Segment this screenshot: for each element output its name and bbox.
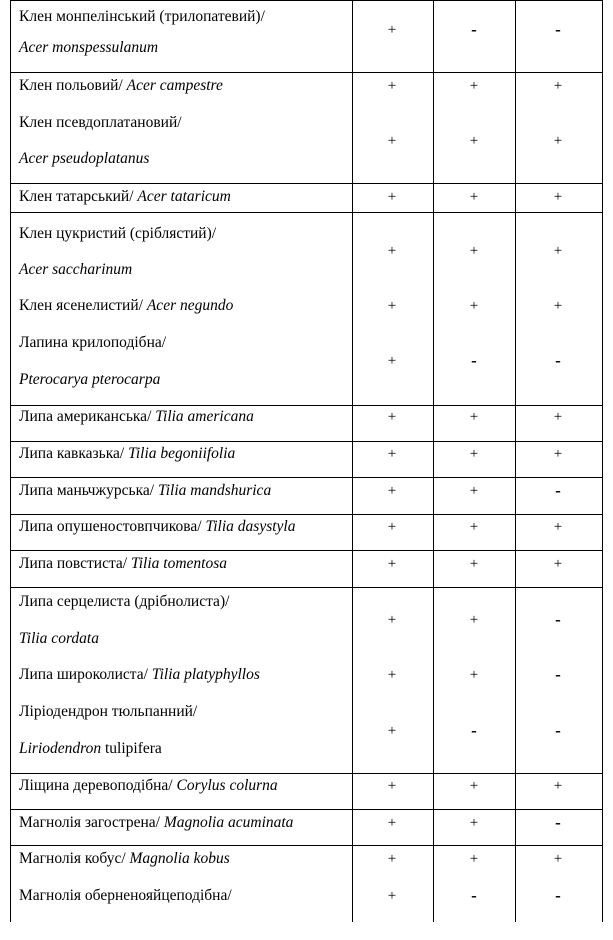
- species-name-line: [19, 39, 158, 57]
- latin-name: Tilia mandshurica: [157, 482, 272, 499]
- presence-mark-col-1: +: [387, 446, 397, 462]
- presence-mark-col-1: +: [387, 243, 397, 259]
- presence-mark-col-1: +: [387, 519, 397, 535]
- row-divider: [10, 587, 603, 588]
- presence-mark-col-3: -: [555, 813, 561, 832]
- presence-mark-col-3: -: [555, 351, 561, 370]
- table-border-right: [602, 0, 603, 922]
- species-name-line: [19, 334, 166, 352]
- presence-mark-col-1: +: [387, 612, 397, 628]
- presence-mark-col-3: +: [553, 519, 563, 535]
- presence-mark-col-2: +: [469, 243, 479, 259]
- column-divider-3: [515, 0, 516, 922]
- row-divider: [10, 845, 603, 846]
- presence-mark-col-1: +: [387, 298, 397, 314]
- species-name-line: [19, 887, 232, 905]
- species-name-line: [19, 8, 265, 26]
- species-name-line: [19, 630, 99, 648]
- row-divider: [10, 212, 603, 213]
- latin-name: Tilia cordata: [19, 630, 99, 647]
- presence-mark-col-1: +: [387, 667, 397, 683]
- common-name: Липа кавказька/: [19, 445, 129, 462]
- latin-name: Acer tataricum: [137, 188, 231, 205]
- presence-mark-col-1: +: [387, 353, 397, 369]
- species-name-line: [19, 225, 216, 243]
- row-divider: [10, 477, 603, 478]
- presence-mark-col-2: +: [469, 298, 479, 314]
- presence-mark-col-1: +: [387, 851, 397, 867]
- species-name-line: [19, 150, 149, 168]
- latin-name: Tilia tomentosa: [130, 555, 228, 572]
- presence-mark-col-2: +: [469, 851, 479, 867]
- row-divider: [10, 183, 603, 184]
- presence-mark-col-2: +: [469, 778, 479, 794]
- species-name-line: [19, 850, 230, 868]
- presence-mark-col-3: -: [555, 665, 561, 684]
- presence-mark-col-2: -: [471, 886, 477, 905]
- presence-mark-col-1: +: [387, 815, 397, 831]
- row-divider: [10, 809, 603, 810]
- species-name-line: [19, 77, 223, 95]
- presence-mark-col-3: +: [553, 298, 563, 314]
- presence-mark-col-3: +: [553, 189, 563, 205]
- presence-mark-col-3: +: [553, 851, 563, 867]
- presence-mark-col-1: +: [387, 723, 397, 739]
- row-divider: [10, 405, 603, 406]
- common-name: Клен монпелінський (трилопатевий)/: [19, 8, 265, 25]
- latin-name: Pterocarya pterocarpa: [19, 371, 161, 388]
- latin-name: Acer saccharinum: [19, 261, 133, 278]
- species-name-line: [19, 482, 271, 500]
- presence-mark-col-1: +: [387, 133, 397, 149]
- latin-name: Magnolia kobus: [129, 850, 230, 867]
- common-name: Клен польовий/: [19, 77, 127, 94]
- presence-mark-col-2: +: [469, 519, 479, 535]
- species-name-line: [19, 703, 197, 721]
- latin-name: Tilia dasystyla: [205, 518, 296, 535]
- presence-mark-col-1: +: [387, 483, 397, 499]
- presence-mark-col-2: +: [469, 78, 479, 94]
- presence-mark-col-3: +: [553, 78, 563, 94]
- presence-mark-col-1: +: [387, 22, 397, 38]
- latin-name: Corylus colurna: [176, 777, 278, 794]
- common-name: Ліріодендрон тюльпанний/: [19, 703, 198, 720]
- common-name: Клен псевдоплатановий/: [19, 114, 182, 131]
- species-name-line: [19, 666, 260, 684]
- latin-name: Tilia begoniifolia: [128, 445, 236, 462]
- presence-mark-col-2: +: [469, 556, 479, 572]
- presence-mark-col-1: +: [387, 778, 397, 794]
- presence-mark-col-2: -: [471, 351, 477, 370]
- common-name: Липа опушеностовпчикова/: [19, 518, 206, 535]
- presence-mark-col-2: +: [469, 667, 479, 683]
- common-name: Липа повстиста/: [19, 555, 131, 572]
- common-name: Магнолія кобус/: [19, 850, 130, 867]
- common-name: Ліщина деревоподібна/: [19, 777, 177, 794]
- presence-mark-col-2: +: [469, 446, 479, 462]
- species-name-line: [19, 814, 293, 832]
- species-name-line: [19, 445, 235, 463]
- common-name: Липа широколиста/: [19, 666, 152, 683]
- presence-mark-col-2: +: [469, 612, 479, 628]
- common-name: Магнолія оберненояйцеподібна/: [19, 887, 232, 904]
- presence-mark-col-3: +: [553, 778, 563, 794]
- common-name: Клен ясенелистий/: [19, 297, 147, 314]
- species-table: [10, 0, 603, 922]
- presence-mark-col-1: +: [387, 556, 397, 572]
- latin-name: Liriodendron: [19, 740, 102, 757]
- latin-name: Acer pseudoplatanus: [19, 150, 150, 167]
- latin-name: Tilia platyphyllos: [151, 666, 260, 683]
- species-name-line: [19, 777, 278, 795]
- latin-name-tail: tulipifera: [101, 740, 162, 757]
- presence-mark-col-3: +: [553, 133, 563, 149]
- latin-name: Tilia americana: [155, 408, 254, 425]
- presence-mark-col-3: +: [553, 446, 563, 462]
- presence-mark-col-2: +: [469, 189, 479, 205]
- row-divider: [10, 514, 603, 515]
- presence-mark-col-1: +: [387, 409, 397, 425]
- presence-mark-col-3: -: [555, 721, 561, 740]
- presence-mark-col-1: +: [387, 888, 397, 904]
- species-name-line: [19, 297, 233, 315]
- column-divider-2: [433, 0, 434, 922]
- table-border-left: [10, 0, 11, 922]
- species-name-line: [19, 593, 229, 611]
- latin-name: Acer monspessulanum: [19, 39, 159, 56]
- row-divider: [10, 773, 603, 774]
- presence-mark-col-2: +: [469, 409, 479, 425]
- species-name-line: [19, 371, 160, 389]
- presence-mark-col-2: +: [469, 483, 479, 499]
- presence-mark-col-2: -: [471, 721, 477, 740]
- row-divider: [10, 0, 603, 1]
- row-divider: [10, 72, 603, 73]
- common-name: Липа маньчжурська/: [19, 482, 158, 499]
- latin-name: Acer campestre: [126, 77, 223, 94]
- common-name: Липа американська/: [19, 408, 156, 425]
- species-name-line: [19, 518, 295, 536]
- presence-mark-col-2: -: [471, 20, 477, 39]
- species-name-line: [19, 188, 231, 206]
- presence-mark-col-3: -: [555, 886, 561, 905]
- presence-mark-col-3: -: [555, 481, 561, 500]
- presence-mark-col-2: +: [469, 815, 479, 831]
- presence-mark-col-1: +: [387, 78, 397, 94]
- common-name: Клен татарський/: [19, 188, 138, 205]
- species-name-line: [19, 261, 132, 279]
- presence-mark-col-2: +: [469, 133, 479, 149]
- common-name: Клен цукристий (сріблястий)/: [19, 225, 217, 242]
- presence-mark-col-3: +: [553, 243, 563, 259]
- common-name: Липа серцелиста (дрібнолиста)/: [19, 593, 230, 610]
- row-divider: [10, 441, 603, 442]
- species-name-line: [19, 555, 227, 573]
- common-name: Лапина крилоподібна/: [19, 334, 167, 351]
- presence-mark-col-3: -: [555, 20, 561, 39]
- species-name-line: [19, 408, 254, 426]
- presence-mark-col-3: -: [555, 610, 561, 629]
- presence-mark-col-3: +: [553, 409, 563, 425]
- latin-name: Acer negundo: [146, 297, 234, 314]
- species-name-line: [19, 114, 182, 132]
- latin-name: Magnolia acuminata: [163, 814, 294, 831]
- column-divider-1: [352, 0, 353, 922]
- row-divider: [10, 550, 603, 551]
- common-name: Магнолія загострена/: [19, 814, 164, 831]
- presence-mark-col-3: +: [553, 556, 563, 572]
- species-name-line: [19, 740, 162, 758]
- presence-mark-col-1: +: [387, 189, 397, 205]
